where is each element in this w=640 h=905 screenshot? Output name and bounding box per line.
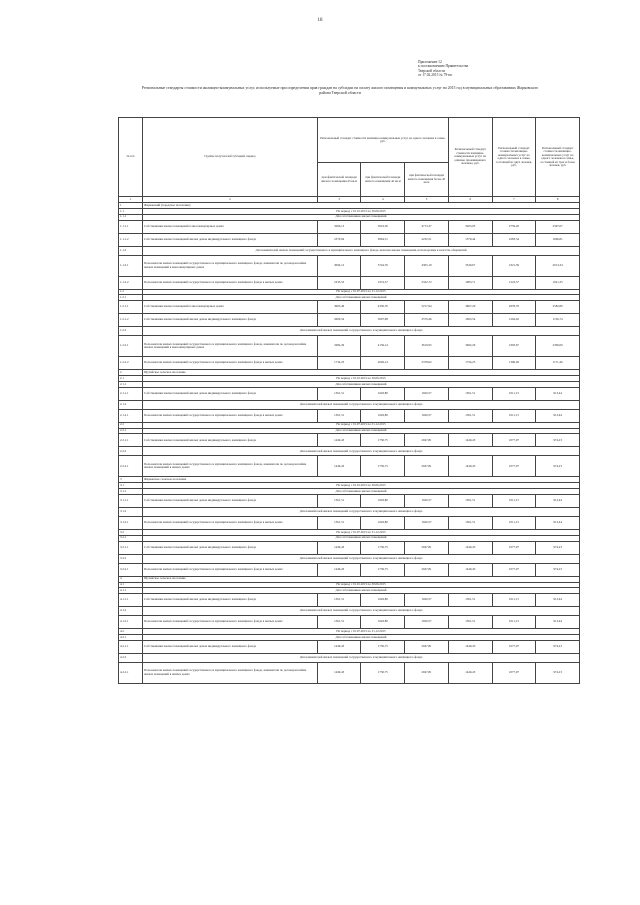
header-area-45: при фактической площади жилого помещения 45 кв.м — [317, 163, 361, 197]
row-number: 3.1.2.1 — [119, 516, 143, 529]
recipient-group: Собственники жилых помещений жилых домов индивидуального жилищного фонда — [143, 233, 318, 246]
standard-value: 913,44 — [536, 516, 580, 529]
table-row — [119, 456, 580, 477]
standard-value: 974,23 — [536, 640, 580, 653]
recipient-group: Пользователи жилых помещений государственного и муниципального жилищного фонда, наниматели по договорам найма жилых помещений в многоквартирных домах — [143, 255, 318, 276]
table-row — [119, 516, 580, 529]
standard-value: 1730,75 — [361, 640, 405, 653]
table-row — [119, 616, 580, 629]
standard-value: 1077,97 — [492, 456, 536, 477]
category-title: Для нанимателей жилых помещений государственного и муниципального жилищного фонда — [143, 447, 580, 456]
row-number: 2 — [119, 370, 143, 376]
standard-value: 2047,81 — [405, 434, 449, 447]
row-number: 1 — [119, 203, 143, 209]
category-row — [119, 400, 580, 409]
standard-value: 1730,75 — [361, 456, 405, 477]
appendix-line: к постановлению Правительства — [418, 64, 469, 69]
standard-value: 1920,57 — [405, 516, 449, 529]
standard-value: 1449,43 — [448, 456, 492, 477]
standard-value: 1666,81 — [536, 233, 580, 246]
period-title: Для собственников жилых помещений — [143, 428, 580, 434]
standard-value: 1361,51 — [448, 387, 492, 400]
category-title: Для нанимателей жилых помещений государственного и муниципального жилищного фонда — [143, 327, 580, 336]
standard-value: 1449,43 — [448, 541, 492, 554]
standard-value: 1077,97 — [492, 662, 536, 683]
standard-value: 3094,12 — [317, 255, 361, 276]
standard-value: 1361,51 — [448, 616, 492, 629]
table-row — [119, 409, 580, 422]
standard-value: 3482,29 — [317, 336, 361, 357]
standard-value: 2307,67 — [536, 220, 580, 233]
standard-value: 913,44 — [536, 616, 580, 629]
header-three-person: Региональный стандарт стоимости жилищно-коммунальных услуг на одного человека в семье, состоящей из трех и более человек, руб. — [536, 118, 580, 197]
recipient-group: Пользователи жилых помещений государственного и муниципального жилищного фонда в жилых домах — [143, 357, 318, 370]
standard-value: 4330,76 — [361, 301, 405, 314]
header-group: Группы получателей субсидий, период — [143, 118, 318, 197]
standard-value: 1361,51 — [317, 616, 361, 629]
standard-value: 1730,75 — [361, 434, 405, 447]
standard-value: 1361,51 — [448, 516, 492, 529]
row-number: 2.1.2 — [119, 400, 143, 409]
table-row — [119, 220, 580, 233]
period-title: Для собственников жилых помещений — [143, 381, 580, 387]
standard-value: 1730,75 — [361, 541, 405, 554]
row-number: 1.1.2.2 — [119, 276, 143, 289]
standard-value: 1011,15 — [492, 387, 536, 400]
row-number: 2.2.2.1 — [119, 456, 143, 477]
standard-value: 1683,71 — [448, 276, 492, 289]
category-row — [119, 246, 580, 255]
standard-value: 2047,81 — [405, 456, 449, 477]
col-number: 7 — [492, 197, 536, 203]
standard-value: 2283,34 — [492, 233, 536, 246]
row-number: 4.2.1 — [119, 634, 143, 640]
standard-value: 2232,51 — [405, 233, 449, 246]
standard-value: 1449,43 — [448, 434, 492, 447]
standard-value: 1626,80 — [361, 387, 405, 400]
row-number: 2.2 — [119, 422, 143, 428]
page-number: 18 — [317, 18, 323, 23]
appendix-line: Тверской области — [418, 68, 445, 73]
standard-value: 1361,51 — [317, 409, 361, 422]
standard-value: 2047,81 — [405, 640, 449, 653]
recipient-group: Пользователи жилых помещений государственного и муниципального жилищного фонда, наниматели по договорам найма жилых помещений в многоквартирных домах — [143, 336, 318, 357]
row-number: 1.2.1.2 — [119, 314, 143, 327]
row-number: 1.1.2 — [119, 246, 143, 255]
recipient-group: Собственники жилых помещений в многоквартирных домах — [143, 220, 318, 233]
section-title: Щучейское сельское поселение — [143, 370, 580, 376]
row-number: 1.1.1.2 — [119, 233, 143, 246]
category-row — [119, 653, 580, 662]
standard-value: 2047,81 — [405, 662, 449, 683]
header-single: Региональный стандарт стоимости жилищно-коммунальных услуг на одиноко проживающего человека, руб. — [448, 118, 492, 197]
recipient-group: Пользователи жилых помещений государственного и муниципального жилищного фонда в жилых домах — [143, 616, 318, 629]
standard-value: 2582,80 — [536, 301, 580, 314]
recipient-group: Пользователи жилых помещений государственного и муниципального жилищного фонда, наниматели по договорам найма жилых помещений в жилых домах — [143, 662, 318, 683]
category-row — [119, 327, 580, 336]
standard-value: 1626,80 — [361, 516, 405, 529]
table-row — [119, 387, 580, 400]
standard-value: 1077,97 — [492, 640, 536, 653]
standard-value: 3097,98 — [361, 314, 405, 327]
category-title: Для нанимателей жилых помещений государственного и муниципального жилищного фонда — [143, 653, 580, 662]
table-row — [119, 434, 580, 447]
recipient-group: Пользователи жилых помещений государственного и муниципального жилищного фонда в жилых домах — [143, 409, 318, 422]
recipient-group: Собственники жилых помещений жилых домов индивидуального жилищного фонда — [143, 594, 318, 607]
header-area-standards: Региональный стандарт стоимости жилищно-коммунальных услуг на одного человека в семье, руб. — [317, 118, 448, 163]
standard-value: 974,23 — [536, 456, 580, 477]
standard-value: 1920,57 — [405, 594, 449, 607]
recipient-group: Пользователи жилых помещений государственного и муниципального жилищного фонда в жилых домах — [143, 563, 318, 576]
tariff-table — [118, 117, 580, 684]
col-number: 2 — [143, 197, 318, 203]
row-number: 1.2.2 — [119, 327, 143, 336]
table-row — [119, 662, 580, 683]
standard-value: 2321,39 — [492, 255, 536, 276]
standard-value: 4713,37 — [405, 220, 449, 233]
table-row — [119, 336, 580, 357]
standard-value: 2303,67 — [492, 336, 536, 357]
period-title: Для собственников жилых помещений — [143, 588, 580, 594]
recipient-group: Собственники жилых помещений жилых домов индивидуального жилищного фонда — [143, 387, 318, 400]
section-title: Жарковский (городское поселение) — [143, 203, 580, 209]
row-number: 4.1 — [119, 582, 143, 588]
standard-value: 1136,74 — [536, 314, 580, 327]
row-number: 1.2 — [119, 289, 143, 295]
standard-value: 3266,13 — [317, 220, 361, 233]
col-number: 8 — [536, 197, 580, 203]
row-number: 2.1.1 — [119, 381, 143, 387]
row-number: 3.2.2 — [119, 554, 143, 563]
table-row — [119, 314, 580, 327]
standard-value: 1223,57 — [492, 276, 536, 289]
recipient-group: Собственники жилых помещений в многоквартирных домах — [143, 301, 318, 314]
row-number: 1.2.2.2 — [119, 357, 143, 370]
row-number: 3.1.1.1 — [119, 494, 143, 507]
standard-value: 1361,51 — [317, 594, 361, 607]
standard-value: 1626,80 — [361, 594, 405, 607]
header-num: № п/п — [119, 118, 143, 197]
standard-value: 1626,80 — [361, 409, 405, 422]
standard-value: 1635,53 — [317, 276, 361, 289]
appendix-line: Приложение 12 — [418, 60, 442, 64]
standard-value: 1011,15 — [492, 616, 536, 629]
standard-value: 974,23 — [536, 662, 580, 683]
standard-value: 3744,76 — [361, 255, 405, 276]
standard-value: 2370,04 — [317, 233, 361, 246]
standard-value: 974,23 — [536, 541, 580, 554]
row-number: 4.2.2 — [119, 653, 143, 662]
standard-value: 1626,80 — [361, 494, 405, 507]
standard-value: 1920,57 — [405, 409, 449, 422]
standard-value: 1011,15 — [492, 516, 536, 529]
category-title: Для нанимателей жилых помещений государственного и муниципального жилищного фонда — [143, 507, 580, 516]
table-row — [119, 233, 580, 246]
row-number: 3.1.2 — [119, 507, 143, 516]
category-title: Для нанимателей жилых помещений государственного и муниципального жилищного фонда — [143, 607, 580, 616]
standard-value: 3603,46 — [317, 301, 361, 314]
period-title: На период с 01.01.2015 по 30.06.2015 — [143, 483, 580, 489]
standard-value: 1011,15 — [492, 409, 536, 422]
standard-value: 2047,81 — [405, 563, 449, 576]
standard-value: 3265,05 — [448, 220, 492, 233]
recipient-group: Собственники жилых помещений жилых домов индивидуального жилищного фонда — [143, 494, 318, 507]
col-number: 3 — [317, 197, 361, 203]
period-title: Для собственников жилых помещений — [143, 535, 580, 541]
standard-value: 5217,94 — [405, 301, 449, 314]
standard-value: 913,44 — [536, 409, 580, 422]
category-row — [119, 507, 580, 516]
standard-value: 1361,51 — [448, 409, 492, 422]
table-row — [119, 640, 580, 653]
standard-value: 2378,62 — [405, 357, 449, 370]
row-number: 2.2.1.1 — [119, 434, 143, 447]
standard-value: 1730,75 — [361, 662, 405, 683]
section-title: Жарковское сельское поселение — [143, 477, 580, 483]
standard-value: 1021,35 — [536, 276, 580, 289]
standard-value: 1974,57 — [361, 276, 405, 289]
recipient-group: Собственники жилых помещений жилых домов индивидуального жилищного фонда — [143, 314, 318, 327]
row-number: 3.2.2.1 — [119, 563, 143, 576]
period-title: На период с 01.07.2015 по 31.12.2015 — [143, 529, 580, 535]
standard-value: 2047,81 — [405, 541, 449, 554]
period-title: На период с 01.01.2015 по 30.06.2015 — [143, 582, 580, 588]
standard-value: 3667,20 — [448, 301, 492, 314]
table-row — [119, 494, 580, 507]
document-title: Региональные стандарты стоимости жилищно-коммунальных услуг, используемые при определении прав граждан на субсидии на оплату жилого помещения и коммунальных услуг на 2015 год в муниципальных образованиях Жарковского района Тверской области — [141, 86, 539, 95]
standard-value: 1626,80 — [361, 616, 405, 629]
standard-value: 2978,76 — [492, 301, 536, 314]
standard-value: 1449,43 — [317, 434, 361, 447]
standard-value: 2600,54 — [317, 314, 361, 327]
standard-value: 1396,49 — [492, 357, 536, 370]
recipient-group: Пользователи жилых помещений государственного и муниципального жилищного фонда в жилых домах — [143, 276, 318, 289]
standard-value: 2046,14 — [361, 357, 405, 370]
row-number: 4.1.1.1 — [119, 594, 143, 607]
row-number: 1.1.1.1 — [119, 220, 143, 233]
standard-value: 1077,97 — [492, 563, 536, 576]
standard-value: 1361,51 — [317, 387, 361, 400]
period-title: Для собственников жилых помещений — [143, 634, 580, 640]
row-number: 1.2.2.1 — [119, 336, 143, 357]
standard-value: 1920,57 — [405, 387, 449, 400]
header-area-over-45: при фактической площади жилого помещения более 45 кв.м — [405, 163, 449, 197]
row-number: 1.1.2.1 — [119, 255, 143, 276]
standard-value: 1449,43 — [317, 563, 361, 576]
standard-value: 1011,15 — [492, 594, 536, 607]
row-number: 1.2.1.1 — [119, 301, 143, 314]
recipient-group: Собственники жилых помещений жилых домов индивидуального жилищного фонда — [143, 434, 318, 447]
period-title: На период с 01.07.2015 по 31.12.2015 — [143, 629, 580, 635]
category-row — [119, 607, 580, 616]
standard-value: 4305,19 — [405, 255, 449, 276]
table-row — [119, 594, 580, 607]
header-area-42: при фактической площади жилого помещения 42 кв.м — [361, 163, 405, 197]
standard-value: 2306,00 — [536, 336, 580, 357]
row-number: 3.1 — [119, 483, 143, 489]
section-title: Щучейское сельское поселение — [143, 576, 580, 582]
row-number: 4.1.2 — [119, 607, 143, 616]
recipient-group: Пользователи жилых помещений государственного и муниципального жилищного фонда в жилых домах — [143, 516, 318, 529]
row-number: 1.1.1 — [119, 214, 143, 220]
standard-value: 1920,57 — [405, 616, 449, 629]
standard-value: 974,23 — [536, 563, 580, 576]
recipient-group: Собственники жилых помещений жилых домов индивидуального жилищного фонда — [143, 640, 318, 653]
period-title: На период с 01.01.2015 по 30.06.2015 — [143, 209, 580, 215]
row-number: 2.2.2 — [119, 447, 143, 456]
standard-value: 1361,51 — [317, 516, 361, 529]
table-row — [119, 357, 580, 370]
standard-value: 1449,43 — [448, 640, 492, 653]
row-number: 4.1.1 — [119, 588, 143, 594]
standard-value: 1449,43 — [448, 662, 492, 683]
col-number: 6 — [448, 197, 492, 203]
standard-value: 3482,29 — [448, 336, 492, 357]
row-number: 2.1 — [119, 376, 143, 382]
standard-value: 1361,51 — [448, 494, 492, 507]
period-title: На период с 01.07.2015 по 31.12.2015 — [143, 289, 580, 295]
row-number: 4.2 — [119, 629, 143, 635]
standard-value: 1730,75 — [361, 563, 405, 576]
standard-value: 1361,51 — [448, 594, 492, 607]
category-title: Для нанимателей жилых помещений государственного и муниципального жилищного фонда — [143, 554, 580, 563]
period-title: На период с 01.01.2015 по 30.06.2015 — [143, 376, 580, 382]
period-title: Для собственников жилых помещений — [143, 295, 580, 301]
row-number: 3.2.1.1 — [119, 541, 143, 554]
row-number: 3 — [119, 477, 143, 483]
standard-value: 3919,36 — [361, 220, 405, 233]
standard-value: 1077,97 — [492, 434, 536, 447]
row-number: 2.2.1 — [119, 428, 143, 434]
period-title: Для собственников жилых помещений — [143, 214, 580, 220]
standard-value: 1361,51 — [317, 494, 361, 507]
row-number: 1.1 — [119, 209, 143, 215]
standard-value: 1734,23 — [317, 357, 361, 370]
row-number: 4.2.1.1 — [119, 640, 143, 653]
standard-value: 1449,43 — [448, 563, 492, 576]
standard-value: 2759,26 — [492, 220, 536, 233]
category-title: Для нанимателей жилых помещений государственного и муниципального жилищного фонда, включая жилые помещения, используемые в качестве общежитий — [143, 246, 580, 255]
standard-value: 913,44 — [536, 387, 580, 400]
standard-value: 1920,57 — [405, 494, 449, 507]
col-number: 1 — [119, 197, 143, 203]
recipient-group: Пользователи жилых помещений государственного и муниципального жилищного фонда, наниматели по договорам найма жилых помещений в жилых домах — [143, 456, 318, 477]
standard-value: 913,44 — [536, 594, 580, 607]
standard-value: 1171,46 — [536, 357, 580, 370]
table-row — [119, 301, 580, 314]
standard-value: 1449,43 — [317, 456, 361, 477]
table-header — [119, 118, 580, 203]
standard-value: 1693,54 — [448, 314, 492, 327]
row-number: 3.1.1 — [119, 489, 143, 495]
table-body — [119, 203, 580, 684]
category-row — [119, 447, 580, 456]
row-number: 4 — [119, 576, 143, 582]
standard-value: 1449,43 — [317, 640, 361, 653]
header-two-person: Региональный стандарт стоимости жилищно-коммунальных услуг на одного человека в семье, состоящей из двух человек, руб. — [492, 118, 536, 197]
category-row — [119, 554, 580, 563]
standard-value: 2013,34 — [536, 255, 580, 276]
standard-value: 1449,43 — [317, 541, 361, 554]
standard-value: 2570,46 — [405, 314, 449, 327]
standard-value: 913,44 — [536, 494, 580, 507]
standard-value: 1011,15 — [492, 494, 536, 507]
standard-value: 2322,72 — [405, 276, 449, 289]
row-number: 3.2.1 — [119, 535, 143, 541]
col-number: 4 — [361, 197, 405, 203]
recipient-group: Собственники жилых помещений жилых домов индивидуального жилищного фонда — [143, 541, 318, 554]
standard-value: 1449,43 — [317, 662, 361, 683]
standard-value: 974,23 — [536, 434, 580, 447]
standard-value: 3540,67 — [448, 255, 492, 276]
standard-value: 3619,95 — [405, 336, 449, 357]
standard-value: 1570,44 — [448, 233, 492, 246]
table-row — [119, 563, 580, 576]
row-number: 1.2.1 — [119, 295, 143, 301]
period-title: Для собственников жилых помещений — [143, 489, 580, 495]
row-number: 4.1.2.1 — [119, 616, 143, 629]
appendix-line: от 17.02.2015 № 79-пп — [418, 73, 453, 78]
standard-value: 1734,23 — [448, 357, 492, 370]
standard-value: 1077,97 — [492, 541, 536, 554]
table-row — [119, 276, 580, 289]
row-number: 4.2.2.1 — [119, 662, 143, 683]
category-title: Для нанимателей жилых помещений государственного и муниципального жилищного фонда — [143, 400, 580, 409]
row-number: 2.1.1.1 — [119, 387, 143, 400]
row-number: 2.1.2.1 — [119, 409, 143, 422]
table-row — [119, 255, 580, 276]
appendix-note — [418, 60, 578, 78]
standard-value: 2864,31 — [361, 233, 405, 246]
col-number: 5 — [405, 197, 449, 203]
row-number: 3.2 — [119, 529, 143, 535]
period-title: На период с 01.07.2015 по 31.12.2015 — [143, 422, 580, 428]
standard-value: 4136,14 — [361, 336, 405, 357]
table-row — [119, 541, 580, 554]
standard-value: 1294,92 — [492, 314, 536, 327]
